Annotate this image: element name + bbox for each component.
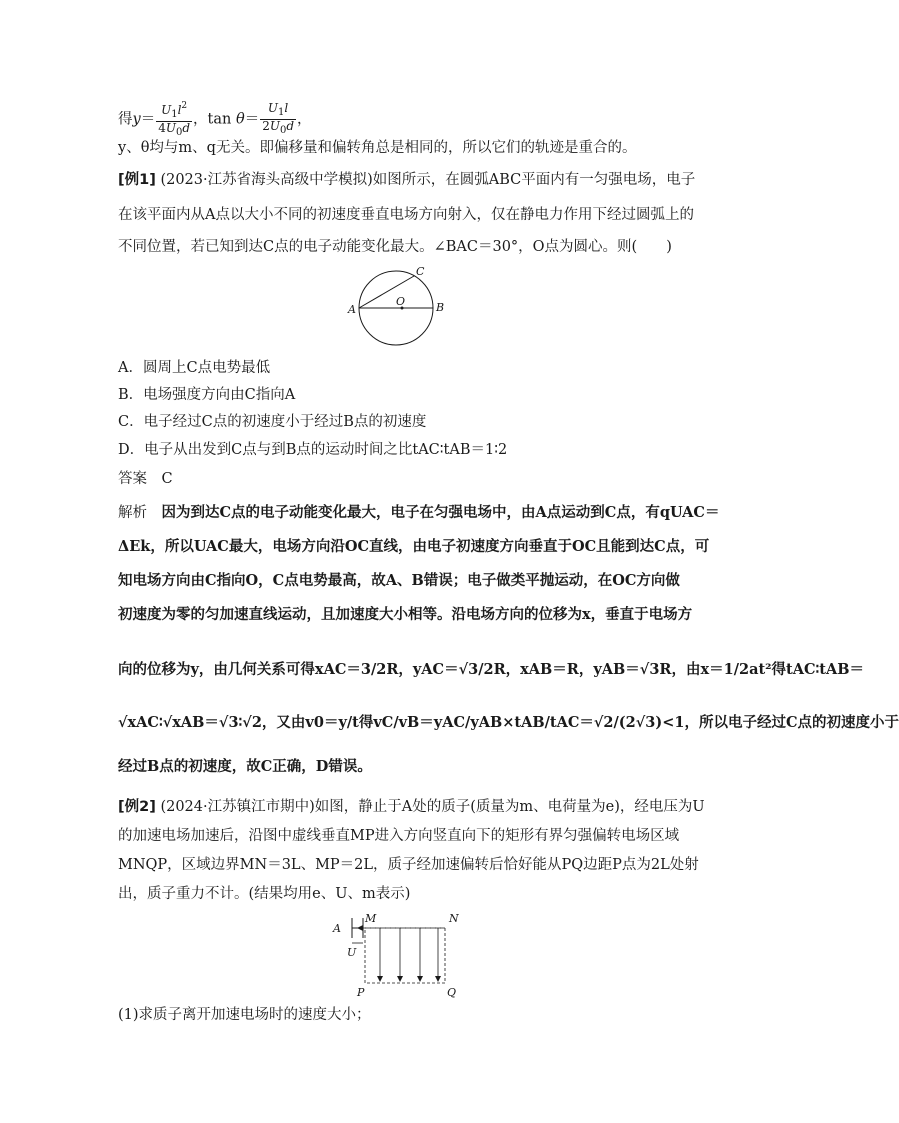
option-d[interactable]: D．电子从出发到C点与到B点的运动时间之比tAC∶tAB＝1∶2 [118, 442, 508, 458]
conclusion-text: y、θ均与m、q无关。即偏移量和偏转角总是相同的，所以它们的轨迹是重合的。 [118, 140, 637, 156]
analysis-line-1: 解析 因为到达C点的电子动能变化最大，电子在匀强电场中，由A点运动到C点，有qUAC＝ [118, 504, 720, 521]
field-figure [325, 908, 475, 1000]
analysis-line-7: 经过B点的初速度，故C正确，D错误。 [118, 758, 372, 775]
circle-figure [340, 262, 450, 352]
label-c: C [416, 265, 425, 278]
example2-line1: [例2] (2024·江苏镇江市期中)如图，静止于A处的质子(质量为m、电荷量为e)，经电压为U [118, 799, 705, 815]
analysis-line-5: 向的位移为y，由几何关系可得xAC＝3/2R，yAC＝√3/2R，xAB＝R，yAB＝√3R，由x＝1/2at²得tAC∶tAB＝ [118, 661, 864, 678]
analysis-label: 解析 [118, 505, 147, 521]
example1-source: (2023·江苏省海头高级中学模拟) [160, 172, 373, 188]
analysis-line-6: √xAC∶√xAB＝√3∶√2，又由v0＝y/t得vC/vB＝yAC/yAB×tAB/tAC＝√2/(2√3)<1，所以电子经过C点的初速度小于 [118, 714, 899, 731]
option-c[interactable]: C．电子经过C点的初速度小于经过B点的初速度 [118, 414, 427, 430]
field-region [365, 928, 445, 983]
answer-label: 答案 [118, 471, 147, 487]
chord-ac [359, 276, 414, 308]
option-a[interactable]: A．圆周上C点电势最低 [118, 360, 271, 376]
example1-tag: [例1] [118, 172, 156, 188]
option-b[interactable]: B．电场强度方向由C指向A [118, 387, 296, 403]
example2-line3: MNQP，区域边界MN＝3L、MP＝2L，质子经加速偏转后恰好能从PQ边距P点为2L处射 [118, 857, 699, 873]
accel-arrowhead [357, 925, 363, 931]
analysis-line-2: ΔEk，所以UAC最大，电场方向沿OC直线，由电子初速度方向垂直于OC且能到达C点，可 [118, 538, 710, 555]
result-prefix: 得 [118, 111, 133, 128]
label-a: A [348, 303, 356, 316]
example2-tag: [例2] [118, 799, 156, 815]
label-n: N [449, 912, 459, 925]
example1-line2: 在该平面内从A点以大小不同的初速度垂直电场方向射入，仅在静电力作用下经过圆弧上的 [118, 207, 694, 223]
example2-line4: 出，质子重力不计。(结果均用e、U、m表示) [118, 886, 411, 902]
label-q: Q [447, 986, 457, 999]
label-p: P [357, 986, 365, 999]
example1-line1: [例1] (2023·江苏省海头高级中学模拟)如图所示，在圆弧ABC平面内有一匀强电场，电子 [118, 172, 696, 188]
fraction-y: $\frac{U_1l^2}{4U_0d}$ [158, 101, 191, 138]
label-m: M [365, 912, 377, 925]
answer-line [118, 469, 173, 489]
question-1: (1)求质子离开加速电场时的速度大小； [118, 1007, 371, 1023]
example1-line3: 不同位置，若已知到达C点的电子动能变化最大。∠BAC＝30°，O点为圆心。则( ) [118, 239, 672, 255]
fraction-tan: $\frac{U_1l}{2U_0d}$ [262, 101, 295, 136]
answer-value: C [161, 471, 173, 487]
result-formula-line: 得y＝ $\frac{U_1l^2}{4U_0d}$ ，tan θ＝ $\frac{U_1l}{2U_0d}$ ， [118, 101, 312, 138]
label-u: U [347, 946, 357, 959]
analysis-line-4: 初速度为零的匀加速直线运动，且加速度大小相等。沿电场方向的位移为x，垂直于电场方 [118, 606, 693, 623]
label-o: O [396, 295, 406, 308]
example2-source: (2024·江苏镇江市期中) [160, 799, 315, 815]
example2-line2: 的加速电场加速后，沿图中虚线垂直MP进入方向竖直向下的矩形有界匀强偏转电场区域 [118, 828, 680, 844]
label-a2: A [333, 922, 341, 935]
analysis-line-3: 知电场方向由C指向O，C点电势最高，故A、B错误；电子做类平抛运动，在OC方向做 [118, 572, 680, 589]
label-b: B [436, 301, 445, 314]
